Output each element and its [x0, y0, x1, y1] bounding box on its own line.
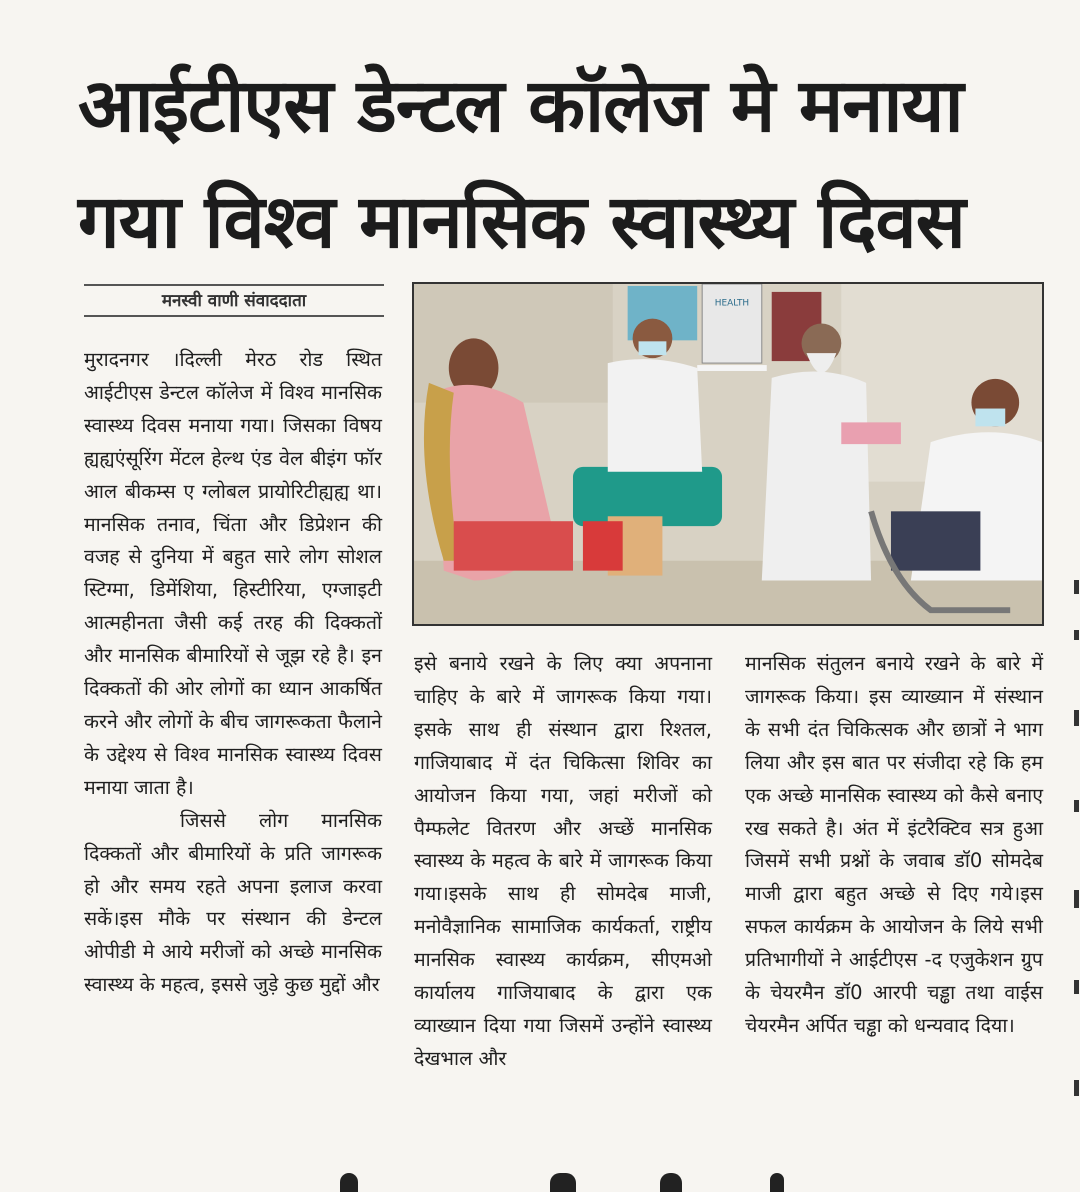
paragraph: जिससे लोग मानसिक दिक्कतों और बीमारियों के प्रति जागरूक हो और समय रहते अपना इलाज करवा सकें।इस मौके पर संस्थान की डेन्टल ओपीडी मे आये मरीजों को अच्छे मानसिक स्वास्थ्य के महत्व, इससे जुड़े कुछ मुद्दों और [84, 808, 382, 997]
news-photo [412, 282, 1044, 626]
article-column-1 [84, 344, 382, 1002]
paragraph: इसे बनाये रखने के लिए क्या अपनाना चाहिए के बारे में जागरूक किया गया। इसके साथ ही संस्थान द्वारा रिश्तल, गाजियाबाद में दंत चिकित्सा शिविर का आयोजन किया गया, जहां मरीजों को पैम्फलेट वितरण और अच्छें मानसिक स्वास्थ्य के महत्व के बारे में जागरूक किया गया।इसके साथ ही सोमदेब माजी, मनोवैज्ञानिक सामाजिक कार्यकर्ता, राष्ट्रीय मानसिक स्वास्थ्य कार्यक्रम, सीएमओ कार्यालय गाजियाबाद के द्वारा एक व्याख्यान दिया गया जिसमें उन्होंने स्वास्थ्य देखभाल और [414, 652, 712, 1070]
health-poster [702, 284, 762, 363]
svg-text:HEALTH: HEALTH [714, 298, 750, 309]
article-column-3 [745, 648, 1043, 1043]
page-edge-text [1072, 560, 1080, 1160]
byline: मनस्वी वाणी संवाददाता [84, 284, 384, 317]
photo-illustration [414, 284, 1042, 624]
headline: आईटीएस डेन्टल कॉलेज मे मनाया गया विश्व मानसिक स्वास्थ्य दिवस [78, 63, 965, 265]
next-headline-fragment [300, 1165, 860, 1192]
paragraph: मुरादनगर ।दिल्ली मेरठ रोड स्थित आईटीएस डेन्टल कॉलेज में विश्व मानसिक स्वास्थ्य दिवस मनाया गया। जिसका विषय ह्यह्यएंसूरिंग मेंटल हेल्थ एंड वेल बीइंग फॉर आल बीकम्स ए ग्लोबल प्रायोरिटीह्यह्य था। मानसिक तनाव, चिंता और डिप्रेशन की वजह से दुनिया में बहुत सारे लोग सोशल स्टिग्मा, डिमेंशिया, हिस्टीरिया, एग्जाइटी आत्महीनता जैसी कई तरह की दिक्कतों और मानसिक बीमारियों से जूझ रहे है। इन दिक्कतों की ओर लोगों का ध्यान आकर्षित करने और लोगों के बीच जागरूकता फैलाने के उद्देश्य से विश्व मानसिक स्वास्थ्य दिवस मनाया जाता है। [84, 348, 382, 799]
paragraph: मानसिक संतुलन बनाये रखने के बारे में जागरूक किया। इस व्याख्यान में संस्थान के सभी दंत चिकित्सक और छात्रों ने भाग लिया और इस बात पर संजीदा रहे कि हम एक अच्छे मानसिक स्वास्थ्य को कैसे बनाए रख सकते है। अंत में इंटरैक्टिव सत्र हुआ जिसमें सभी प्रश्नों के जवाब डॉ0 सोमदेब माजी द्वारा बहुत अच्छे से दिए गये।इस सफल कार्यक्रम के आयोजन के लिये सभी प्रतिभागीयों ने आईटीएस -द एजुकेशन ग्रुप के चेयरमैन डॉ0 आरपी चड्ढा तथा वाईस चेयरमैन अर्पित चड्ढा को धन्यवाद दिया। [745, 652, 1043, 1037]
article-column-2 [414, 648, 712, 1076]
